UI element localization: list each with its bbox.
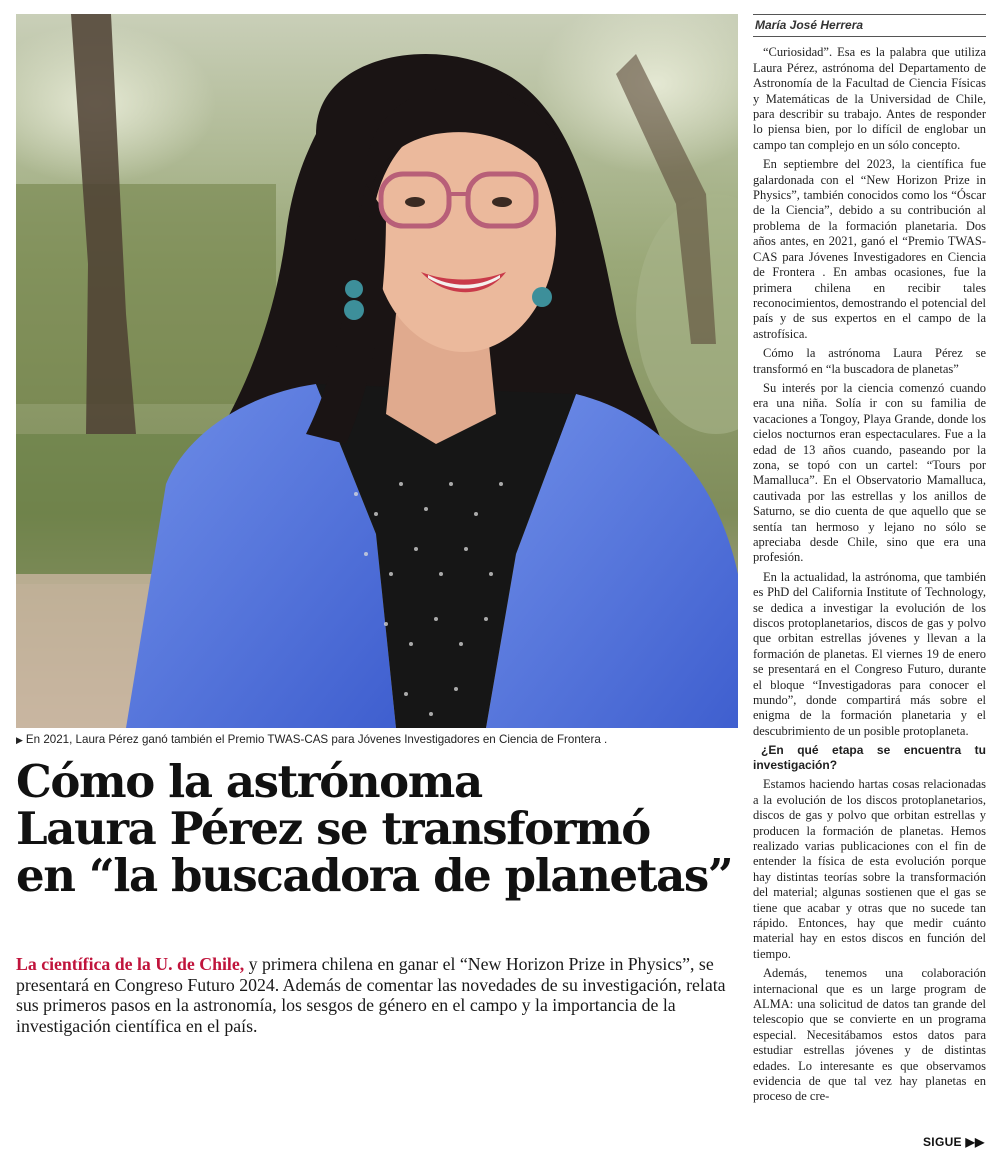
body-paragraph: Su interés por la ciencia comenzó cuando era una niña. Solía ir con su familia de vacaciones a Tongoy, Playa Grande, donde los cielos nocturnos eran espectaculares. Fue a la edad de 13 años cuando, paseando por la zona, se topó con un cartel: “Tours por Mamalluca”. En el Observatorio Mamalluca, cautivada por las estrellas y los anillos de Saturno, se dio cuenta de que aquello que se sentía tan hermoso y lejano no sólo se apreciaba desde Chile, sino que era una profesión. [753, 380, 986, 565]
lead-kicker: La científica de la U. de Chile, [16, 954, 245, 974]
interview-answer: Estamos haciendo hartas cosas relacionadas a la evolución de los discos protoplanetarios, discos de gas y polvo que orbitan estrellas y producen la formación de planetas. Hemos realizado varias publicaciones con el fin de entender la física de esta evolución porque hay distintas teorías sobre la transformación del material; algunas sostienen que el gas se tiene que acabar y otras que no sucede tan rápido. Entonces, hay que medir cuánto material hay en estos discos en función del tiempo. [753, 777, 986, 961]
byline: María José Herrera [753, 14, 986, 37]
continue-marker: SIGUE ▶▶ [923, 1135, 985, 1149]
lead-text: y primera chilena en ganar el “New Horizon Prize in Physics”, se presentará en Congreso Futuro 2024. Además de comentar las novedades de su investigación, relata sus primeros pasos en la astronomía, los sesgos de género en el campo y la importancia de la investigación científica en el país. [16, 954, 726, 1036]
article-headline [16, 755, 746, 902]
caption-text: En 2021, Laura Pérez ganó también el Premio TWAS-CAS para Jóvenes Investigadores en Ciencia de Frontera . [25, 733, 608, 746]
body-paragraph: En septiembre del 2023, la científica fue galardonada con el “New Horizon Prize in Physics”, también conocidos como los “Óscar de la Ciencia”, debido a su contribución al problema de la formación planetaria. Dos años antes, en 2021, ganó el “Premio TWAS-CAS para Jóvenes Investigadores en Ciencia de Frontera . En ambas ocasiones, fue la primera chilena en recibir tales reconocimientos, demostrando el potencial del país y de sus expertos en el campo de la astrofísica. [753, 157, 986, 341]
caption-triangle-icon: ▶ [16, 735, 23, 745]
article-photo [16, 14, 738, 728]
photo-caption [16, 733, 738, 746]
headline-line-2: Laura Pérez se transformó [16, 802, 650, 855]
headline-line-1: Cómo la astrónoma [16, 755, 482, 808]
headline-line-3: en “la buscadora de planetas” [16, 849, 733, 902]
body-paragraph: En la actualidad, la astrónoma, que también es PhD del California Institute of Technology, se dedica a investigar la evolución de los discos protoplanetarios, discos de gas y polvo que orbitan estrellas jóvenes y llevan a la formación de planetas. El viernes 19 de enero se presentará en el Congreso Futuro, durante el bloque “Investigadoras para conocer el mundo”, donde compartirá más sobre el enigma de la formación planetaria y el descubrimiento de un posible protoplaneta. [753, 569, 986, 738]
body-paragraph: “Curiosidad”. Esa es la palabra que utiliza Laura Pérez, astrónoma del Departamento de Astronomía de la Facultad de Ciencia Físicas y Matemáticas de la Universidad de Chile, para describir su trabajo. Antes de responder lo piensa bien, por lo difícil de englobar un campo tan complejo en un sólo concepto. [753, 45, 986, 152]
interview-answer: Además, tenemos una colaboración internacional que es un large program de ALMA: una solicitud de datos tan grande del telescopio que se convierte en un programa especial. Necesitábamos estos datos para estudiar estrellas jóvenes y de distintas edades. Lo interesante es que observamos evidencia de que tal vez hay planetas en proceso de cre- [753, 966, 986, 1104]
interview-question: ¿En qué etapa se encuentra tu investigación? [753, 743, 986, 773]
article-lead [16, 954, 746, 1036]
body-paragraph: Cómo la astrónoma Laura Pérez se transformó en “la buscadora de planetas” [753, 346, 986, 376]
article-body-column [753, 14, 986, 1109]
